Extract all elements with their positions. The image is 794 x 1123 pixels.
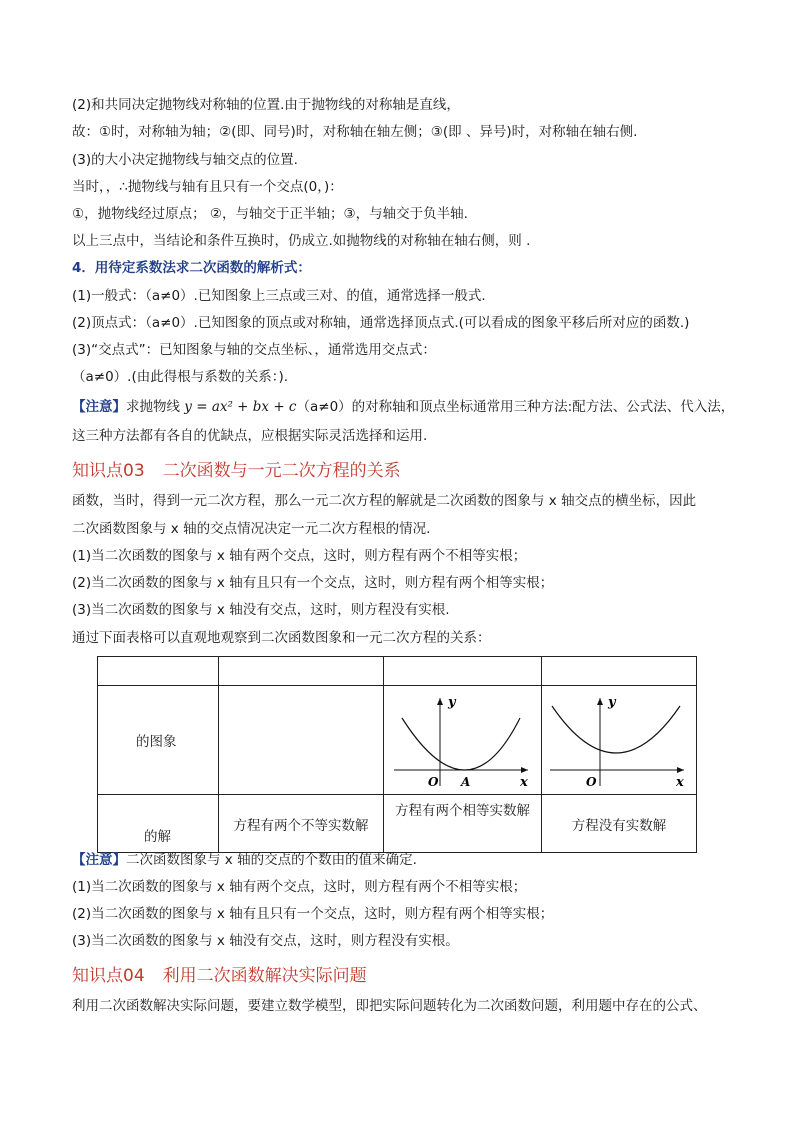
table-cell [219, 795, 384, 853]
text-line: (1)当二次函数的图象与 x 轴有两个交点，这时，则方程有两个不相等实根； [72, 548, 527, 564]
y-axis-arrow [437, 698, 443, 705]
text-line: (1)当二次函数的图象与 x 轴有两个交点，这时，则方程有两个不相等实根； [72, 879, 527, 895]
point-a-label: A [460, 775, 470, 789]
solution-text: 方程有两个相等实数解 [395, 803, 530, 819]
x-axis-arrow [677, 767, 684, 773]
section-name: 二次函数与一元二次方程的关系 [162, 461, 401, 481]
table-cell [542, 795, 697, 853]
table-row [98, 657, 697, 686]
row-label: 的图象 [136, 734, 177, 750]
formula: y = ax² + bx + c [184, 399, 297, 415]
text-line: (3)当二次函数的图象与 x 轴没有交点，这时，则方程没有实根。 [72, 933, 459, 949]
text-line: (1)一般式：（a≠0）.已知图象上三点或三对、的值，通常选择一般式. [72, 288, 486, 304]
text-line: 这三种方法都有各自的优缺点，应根据实际灵活选择和运用. [72, 428, 428, 444]
comparison-table [97, 656, 697, 853]
parabola-curve [402, 718, 520, 770]
text-line: (2)顶点式：（a≠0）.已知图象的顶点或对称轴，通常选择顶点式.(可以看成的图象平移后所对应的函数.) [72, 315, 690, 331]
parabola-no-root-graph [544, 690, 694, 790]
table-cell [384, 657, 542, 686]
x-label: x [676, 775, 684, 790]
x-axis-arrow [521, 767, 528, 773]
table-cell [219, 657, 384, 686]
text-line: 函数，当时，得到一元二次方程，那么一元二次方程的解就是二次函数的图象与 x 轴交点的横坐标，因此 [72, 493, 697, 509]
solution-text: 方程没有实数解 [571, 817, 667, 834]
origin-label: O [586, 775, 597, 789]
table-cell [98, 795, 219, 853]
y-axis-arrow [597, 698, 603, 705]
table-cell [98, 686, 219, 795]
note-line [72, 850, 417, 870]
row-label: 的解 [144, 828, 171, 845]
table-row [98, 795, 697, 853]
x-label: x [519, 775, 528, 790]
text-line: (2)当二次函数的图象与 x 轴有且只有一个交点，这时，则方程有两个相等实根； [72, 906, 554, 922]
text-line: (3)当二次函数的图象与 x 轴没有交点，这时，则方程没有实根. [72, 602, 450, 618]
section-name: 利用二次函数解决实际问题 [162, 966, 367, 986]
solution-text: 方程有两个不等实数解 [233, 817, 369, 834]
note-text: 二次函数图象与 x 轴的交点的个数由的值来确定. [126, 852, 417, 868]
text-line: (3)“交点式”：已知图象与轴的交点坐标、，通常选用交点式： [72, 342, 436, 358]
table-cell [542, 686, 697, 795]
table-cell [542, 657, 697, 686]
text-line: 以上三点中，当结论和条件互换时，仍成立.如抛物线的对称轴在轴右侧，则 . [72, 233, 531, 249]
text-line: 故：①时，对称轴为轴；②(即、同号)时，对称轴在轴左侧；③(即 、异号)时，对称轴在轴右侧. [72, 124, 638, 140]
table-row [98, 686, 697, 795]
text-line: 通过下面表格可以直观地观察到二次函数图象和一元二次方程的关系： [72, 630, 491, 646]
note-tag: 【注意】 [72, 852, 126, 868]
note-line [72, 397, 734, 417]
table-cell [384, 686, 542, 795]
table-cell [384, 795, 542, 853]
note-tag: 【注意】 [72, 399, 126, 415]
text-line: ①，抛物线经过原点； ②，与轴交于正半轴；③，与轴交于负半轴. [72, 206, 468, 222]
parabola-tangent-graph [388, 690, 538, 790]
section-heading: 4．用待定系数法求二次函数的解析式： [72, 260, 311, 276]
section-number: 知识点03 [72, 461, 145, 481]
origin-label: O [427, 775, 438, 789]
section-number: 知识点04 [72, 966, 145, 986]
text-line: 当时，，∴抛物线与轴有且只有一个交点(0，)： [72, 179, 343, 195]
text-line: (2)和共同决定抛物线对称轴的位置.由于抛物线的对称轴是直线， [72, 97, 460, 113]
y-label: y [447, 695, 456, 710]
note-text: 求抛物线 [126, 399, 180, 415]
text-line: (3)的大小决定抛物线与轴交点的位置. [72, 152, 298, 168]
section-title [72, 961, 367, 986]
text-line: （a≠0）.(由此得根与系数的关系：). [72, 369, 289, 385]
text-line: (2)当二次函数的图象与 x 轴有且只有一个交点，这时，则方程有两个相等实根； [72, 575, 554, 591]
note-text: （a≠0）的对称轴和顶点坐标通常用三种方法:配方法、公式法、代入法， [296, 399, 735, 415]
y-label: y [608, 695, 616, 710]
section-title [72, 456, 401, 481]
parabola-curve [552, 706, 680, 753]
text-line: 二次函数图象与 x 轴的交点情况决定一元二次方程根的情况. [72, 521, 431, 537]
table-cell [219, 686, 384, 795]
text-line: 利用二次函数解决实际问题，要建立数学模型，即把实际问题转化为二次函数问题，利用题中存在的公式、 [72, 998, 707, 1014]
table-cell [98, 657, 219, 686]
